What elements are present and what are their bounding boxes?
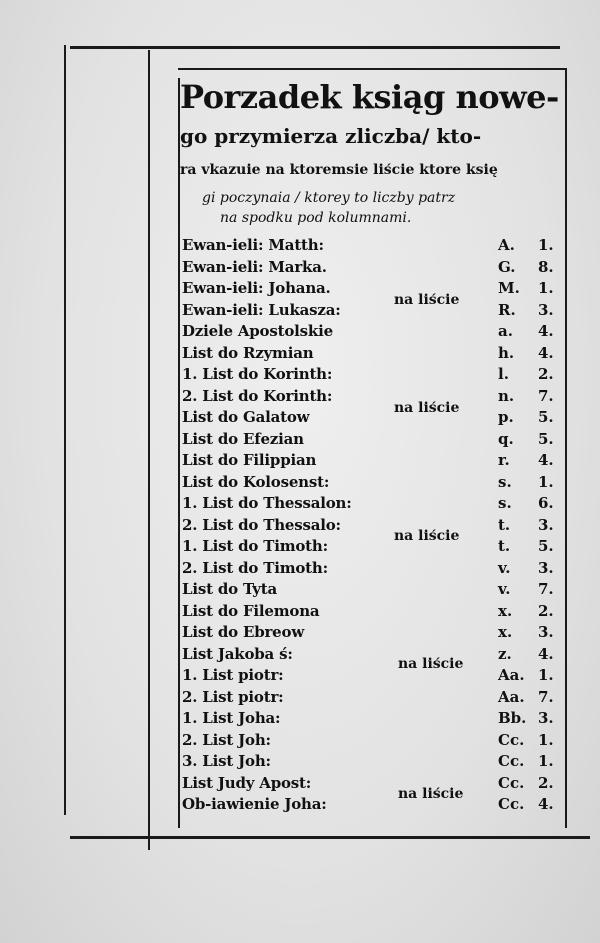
entry-signature: Bb. [498, 709, 527, 727]
entry-leaf-number: 4. [538, 322, 554, 340]
entry-leaf-number: 5. [538, 408, 554, 426]
entry-title: 2. List piotr: [182, 687, 284, 706]
entry-title: 2. List do Thessalo: [182, 515, 341, 534]
margin-rule-inner [148, 50, 150, 850]
entry-leaf-number: 2. [538, 365, 554, 383]
index-entry [182, 365, 564, 387]
entry-title: List do Filemona [182, 601, 320, 620]
frame-rule-bottom [70, 836, 590, 839]
entry-title: List do Galatow [182, 408, 310, 426]
entry-leaf-number: 4. [538, 343, 554, 362]
entry-title: List Jakoba ś: [182, 644, 293, 663]
entry-title: Dziele Apostolskie [182, 322, 333, 340]
entry-signature: R. [498, 300, 516, 319]
entry-title: List do Efezian [182, 429, 304, 448]
index-entry [182, 580, 564, 602]
entry-title: Ewan-ieli: Matth: [182, 236, 324, 254]
entry-signature: q. [498, 429, 514, 448]
entry-signature: x. [498, 623, 513, 641]
group-label-corinthians: na liście [394, 400, 460, 416]
index-entry [182, 666, 564, 688]
entry-leaf-number: 5. [538, 537, 554, 555]
index-entry [182, 236, 564, 258]
margin-rule-left [64, 45, 66, 815]
entry-leaf-number: 1. [538, 236, 554, 254]
index-entry [182, 322, 564, 344]
entry-leaf-number: 1. [538, 472, 554, 491]
entry-title: 1. List piotr: [182, 666, 284, 684]
entry-title: Ewan-ieli: Lukasza: [182, 300, 341, 319]
entry-title: Ewan-ieli: Marka. [182, 257, 327, 276]
entry-title: List do Filippian [182, 451, 317, 469]
index-entry [182, 688, 564, 710]
entry-leaf-number: 4. [538, 451, 554, 469]
entry-leaf-number: 1. [538, 279, 554, 297]
entry-leaf-number: 5. [538, 429, 554, 448]
entry-leaf-number: 2. [538, 601, 554, 620]
entry-title: Ob-iawienie Joha: [182, 795, 327, 813]
entry-leaf-number: 6. [538, 494, 554, 512]
entry-signature: t. [498, 537, 511, 555]
index-entry [182, 301, 564, 323]
index-entry [182, 774, 564, 796]
entry-leaf-number: 7. [538, 386, 554, 405]
entry-signature: s. [498, 472, 512, 491]
frame-rule-left [178, 78, 180, 828]
entry-leaf-number: 1. [538, 730, 554, 749]
index-entry [182, 602, 564, 624]
entry-title: 2. List Joh: [182, 730, 271, 749]
title-line-2: go przymierza zliczba/ kto- [180, 124, 482, 148]
title-line-4: gi poczynaia / ktorey to liczby patrz [202, 190, 456, 206]
index-entry [182, 709, 564, 731]
index-entry [182, 752, 564, 774]
group-label-jakob: na liście [398, 656, 464, 672]
entry-title: 2. List do Korinth: [182, 386, 333, 405]
index-entry [182, 451, 564, 473]
entry-leaf-number: 7. [538, 580, 554, 598]
index-entry [182, 559, 564, 581]
entry-signature: Aa. [498, 666, 525, 684]
index-entry [182, 623, 564, 645]
title-line-3: ra vkazuie na ktoremsie liście ktore księ [180, 162, 498, 178]
entry-title: 1. List do Timoth: [182, 537, 328, 555]
entry-signature: Cc. [498, 752, 525, 770]
entry-title: Ewan-ieli: Johana. [182, 279, 331, 297]
entry-signature: r. [498, 451, 510, 469]
index-entry [182, 387, 564, 409]
entry-signature: t. [498, 515, 511, 534]
entry-signature: Cc. [498, 730, 525, 749]
index-entry [182, 430, 564, 452]
title-line-1: Porzadek ksiąg nowe- [180, 78, 559, 116]
frame-rule-top [70, 46, 560, 49]
group-label-gospels: na liście [394, 292, 460, 308]
entry-leaf-number: 3. [538, 709, 554, 727]
entry-signature: a. [498, 322, 513, 340]
index-entry [182, 516, 564, 538]
entry-title: List Judy Apost: [182, 773, 312, 792]
entry-signature: s. [498, 494, 512, 512]
entry-signature: v. [498, 580, 511, 598]
index-entry [182, 258, 564, 280]
entry-title: 1. List Joha: [182, 709, 281, 727]
entry-signature: Cc. [498, 773, 525, 792]
entry-signature: n. [498, 386, 515, 405]
entry-title: List do Ebreow [182, 623, 305, 641]
entry-leaf-number: 2. [538, 773, 554, 792]
index-entry [182, 645, 564, 667]
entry-title: List do Tyta [182, 580, 278, 598]
entry-leaf-number: 4. [538, 795, 554, 813]
entry-signature: Aa. [498, 687, 525, 706]
entry-title: List do Kolosenst: [182, 472, 330, 491]
entry-leaf-number: 3. [538, 515, 554, 534]
entry-title: 2. List do Timoth: [182, 558, 328, 577]
entry-leaf-number: 1. [538, 752, 554, 770]
entry-signature: Cc. [498, 795, 525, 813]
entry-leaf-number: 4. [538, 644, 554, 663]
entry-leaf-number: 3. [538, 623, 554, 641]
title-rule-top [178, 68, 567, 70]
index-entry [182, 344, 564, 366]
index-entry [182, 408, 564, 430]
entry-title: 1. List do Thessalon: [182, 494, 352, 512]
group-label-thessalonians: na liście [394, 528, 460, 544]
entry-leaf-number: 3. [538, 300, 554, 319]
group-label-revelation: na liście [398, 786, 464, 802]
index-entry [182, 537, 564, 559]
entry-leaf-number: 3. [538, 558, 554, 577]
entry-signature: A. [498, 236, 515, 254]
entry-leaf-number: 8. [538, 257, 554, 276]
index-entry [182, 473, 564, 495]
index-entry [182, 279, 564, 301]
title-line-5: na spodku pod kolumnami. [220, 210, 412, 226]
entry-signature: v. [498, 558, 511, 577]
entry-title: 1. List do Korinth: [182, 365, 333, 383]
entry-signature: p. [498, 408, 514, 426]
index-entry [182, 494, 564, 516]
entry-signature: G. [498, 257, 516, 276]
entry-title: List do Rzymian [182, 343, 314, 362]
entry-signature: h. [498, 343, 515, 362]
entry-signature: x. [498, 601, 513, 620]
entry-signature: l. [498, 365, 509, 383]
entry-leaf-number: 1. [538, 666, 554, 684]
frame-rule-right [565, 68, 567, 828]
index-entry [182, 731, 564, 753]
entry-signature: M. [498, 279, 520, 297]
index-entry [182, 795, 564, 817]
entry-leaf-number: 7. [538, 687, 554, 706]
entry-title: 3. List Joh: [182, 752, 271, 770]
entry-signature: z. [498, 644, 512, 663]
